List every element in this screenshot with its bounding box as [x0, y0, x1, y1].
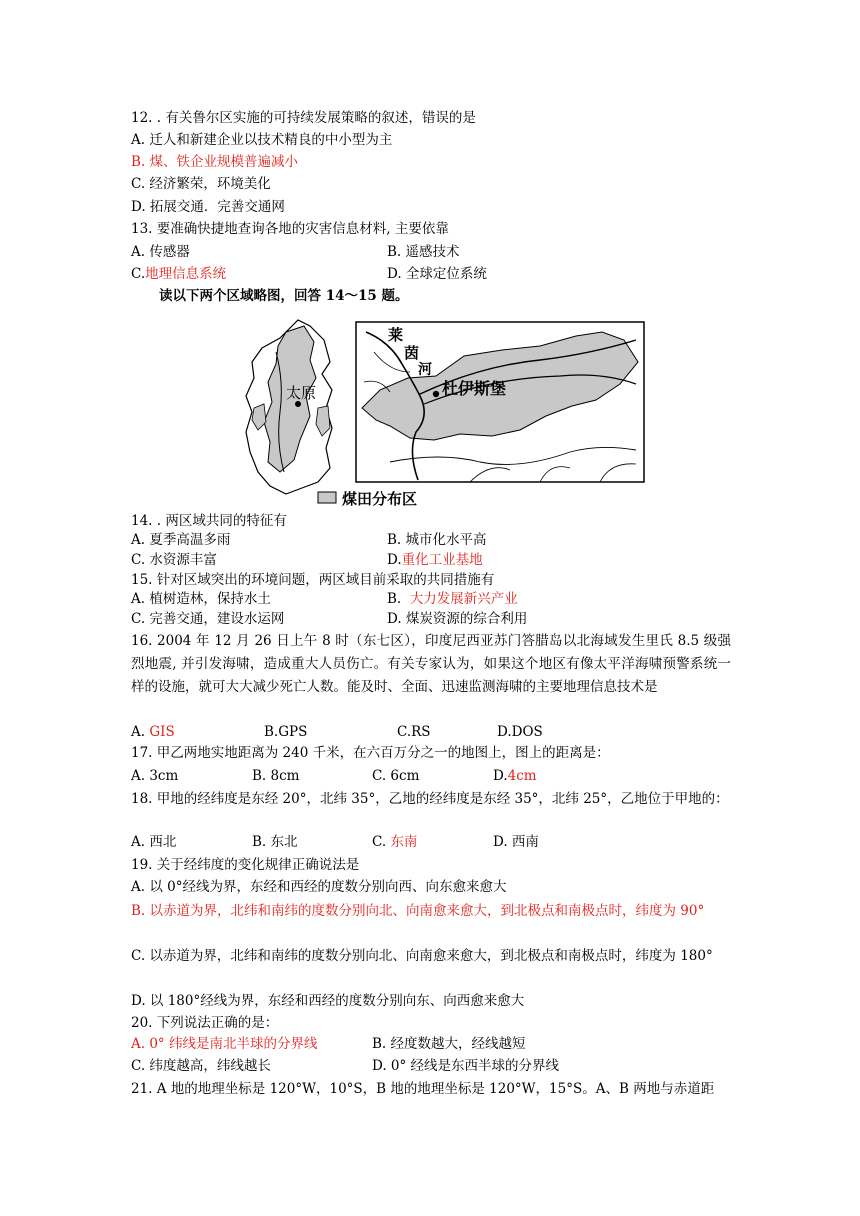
- q15-option-b: [387, 589, 518, 609]
- q15-option-a: A. 植树造林，保持水土: [131, 591, 271, 607]
- q16-option-a-text: GIS: [149, 724, 175, 740]
- q16-stem: 16. 2004 年 12 月 26 日上午 8 时（东七区），印度尼西亚苏门答腊岛以北海域发生里氏 8.5 级强烈地震, 并引发海啸，造成重大人员伤亡。有关专家认为，如果这个地区有像太平洋海啸预警系统一样的设施，就可大大减少死亡人数。能及时、全面、迅速监测海啸的主要地理信息技术是: [131, 633, 731, 695]
- map-intro: 读以下两个区域略图，回答 14～15 题。: [159, 288, 409, 304]
- q13-stem: 13. 要准确快捷地查询各地的灾害信息材料, 主要依靠: [131, 221, 449, 237]
- q13-option-d: D. 全球定位系统: [387, 266, 487, 282]
- rhine-label-lai: 莱: [388, 326, 404, 344]
- q14-option-d-prefix: D.: [387, 552, 402, 568]
- q16-option-c: C.RS: [397, 724, 431, 740]
- q13-option-c: [131, 264, 226, 284]
- q15-option-b-text: 大力发展新兴产业: [409, 591, 518, 607]
- shanxi-map: [246, 320, 332, 494]
- rhine-label-he: 河: [418, 362, 432, 378]
- q18-option-b: B. 东北: [252, 834, 298, 850]
- q16-option-d: D.DOS: [497, 724, 543, 740]
- q18-option-c-prefix: C.: [372, 834, 387, 850]
- q20-option-b: B. 经度数越大，经线越短: [372, 1036, 526, 1052]
- q13-option-a: A. 传感器: [131, 244, 190, 260]
- q21-stem: 21. A 地的地理坐标是 120°W，10°S，B 地的地理坐标是 120°W，15°S。A、B 两地与赤道距: [131, 1081, 715, 1097]
- shanxi-coalfield-east: [316, 406, 330, 436]
- map-legend: [318, 490, 417, 508]
- q17-option-a: A. 3cm: [131, 768, 179, 784]
- q17-option-d: [493, 766, 537, 786]
- q15-option-c: C. 完善交通，建设水运网: [131, 611, 285, 627]
- q12-option-d: D. 拓展交通．完善交通网: [131, 199, 285, 215]
- q19-option-b: B. 以赤道为界，北纬和南纬的度数分别向北、向南愈来愈大，到北极点和南极点时，纬度为 90°: [131, 903, 705, 919]
- q20-option-d: D. 0° 经线是东西半球的分界线: [372, 1058, 560, 1074]
- q20-stem: 20. 下列说法正确的是：: [131, 1015, 279, 1031]
- q18-option-a: A. 西北: [131, 834, 177, 850]
- q19-option-d: D. 以 180°经线为界，东经和西经的度数分别向东、向西愈来愈大: [131, 993, 525, 1009]
- duisburg-label: 杜伊斯堡: [442, 379, 507, 398]
- q13-option-c-prefix: C.: [131, 266, 146, 282]
- q20-option-a: A. 0° 纬线是南北半球的分界线: [131, 1036, 318, 1052]
- q15-stem: 15. 针对区域突出的环境问题，两区域目前采取的共同措施有: [131, 572, 495, 588]
- q12-option-a: A. 迁人和新建企业以技术精良的中小型为主: [131, 132, 393, 148]
- q17-option-d-prefix: D.: [493, 768, 508, 784]
- q17-option-c: C. 6cm: [372, 768, 420, 784]
- q18-option-c: [372, 832, 417, 852]
- q13-option-c-text: 地理信息系统: [145, 266, 227, 282]
- q18-option-c-text: 东南: [390, 834, 418, 850]
- q13-option-b: B. 遥感技术: [387, 244, 460, 260]
- q15-option-b-prefix: B.: [387, 591, 402, 607]
- q12-option-b: B. 煤、铁企业规模普遍减小: [131, 154, 299, 170]
- q19-option-a: A. 以 0°经线为界，东经和西经的度数分别向西、向东愈来愈大: [131, 879, 507, 895]
- q16-option-a-prefix: A.: [131, 724, 146, 740]
- q18-stem: 18. 甲地的经纬度是东经 20°，北纬 35°，乙地的经纬度是东经 35°，北纬 25°，乙地位于甲地的：: [131, 791, 729, 807]
- q14-option-d: [387, 550, 483, 570]
- duisburg-city-dot: [433, 391, 439, 397]
- ruhr-map: [356, 322, 644, 482]
- q17-option-b: B. 8cm: [252, 768, 300, 784]
- q15-option-d: D. 煤炭资源的综合利用: [387, 611, 528, 627]
- q19-option-c: C. 以赤道为界，北纬和南纬的度数分别向北、向南愈来愈大，到北极点和南极点时，纬度为 180°: [131, 948, 713, 964]
- q17-stem: 17. 甲乙两地实地距离为 240 千米，在六百万分之一的地图上，图上的距离是：: [131, 745, 610, 761]
- q20-option-c: C. 纬度越高，纬线越长: [131, 1058, 271, 1074]
- q17-option-d-text: 4cm: [507, 768, 537, 784]
- q14-stem: 14. . 两区域共同的特征有: [131, 513, 287, 529]
- q12-stem: 12. . 有关鲁尔区实施的可持续发展策略的叙述，错误的是: [131, 110, 476, 126]
- q14-option-b: B. 城市化水平高: [387, 532, 487, 548]
- q14-option-d-text: 重化工业基地: [401, 552, 483, 568]
- coalfield-map: [240, 312, 650, 512]
- q12-option-c: C. 经济繁荣，环境美化: [131, 176, 271, 192]
- legend-swatch: [318, 492, 336, 503]
- q14-option-a: A. 夏季高温多雨: [131, 532, 231, 548]
- q19-stem: 19. 关于经纬度的变化规律正确说法是: [131, 857, 360, 873]
- taiyuan-label: 太原: [286, 384, 317, 402]
- rhine-label-yin: 茵: [404, 344, 420, 362]
- q16-option-a: [131, 722, 175, 742]
- q14-option-c: C. 水资源丰富: [131, 552, 217, 568]
- shanxi-coalfield-small: [252, 404, 266, 430]
- legend-label: 煤田分布区: [342, 490, 418, 508]
- q18-option-d: D. 西南: [493, 834, 539, 850]
- q16-option-b: B.GPS: [264, 724, 308, 740]
